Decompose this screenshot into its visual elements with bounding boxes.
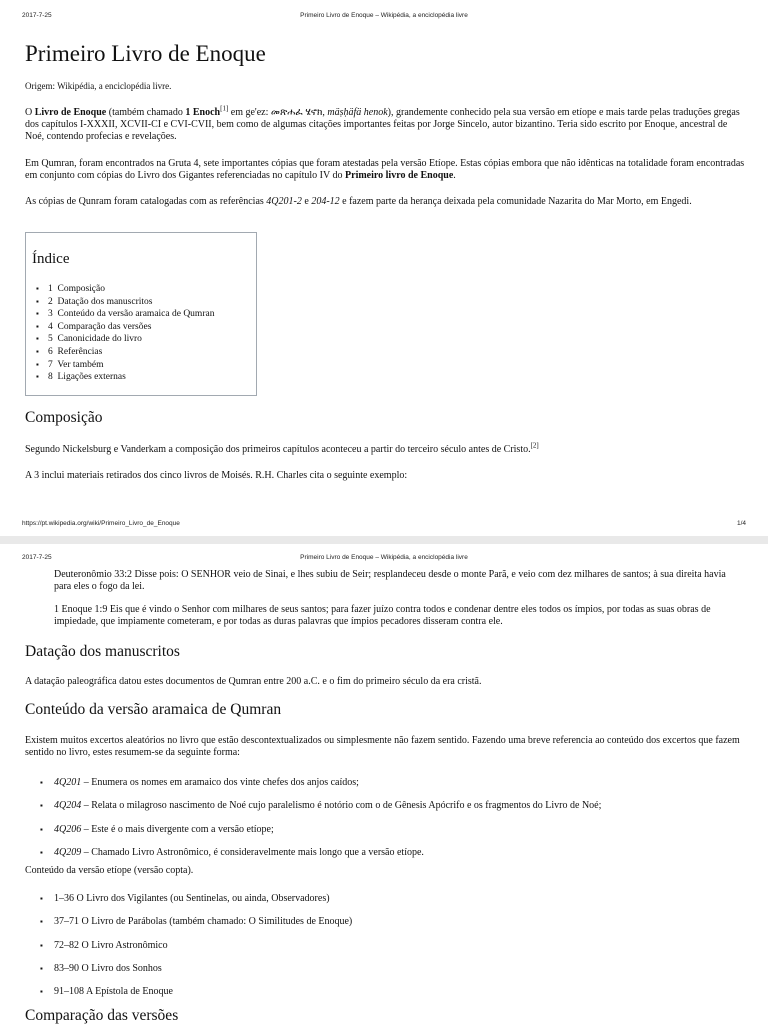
print-title-2: Primeiro Livro de Enoque – Wikipédia, a enciclopédia livre: [300, 554, 468, 561]
fragment-text: – Relata o milagroso nascimento de Noé cujo paralelismo é notório com o de Gênesis Apócrifo e os fragmentos do Livro de Noé;: [81, 800, 602, 812]
fragment-ref: 4Q209: [54, 846, 82, 858]
book-item: ▪ 91–108 A Epístola de Enoque: [25, 980, 745, 1003]
fragment-ref: 4Q204: [54, 800, 82, 812]
toc-number: 5: [48, 334, 53, 345]
book-item: ▪ 37–71 O Livro de Parábolas (também chamado: O Similitudes de Enoque): [25, 910, 745, 933]
page-title: Primeiro Livro de Enoque: [25, 41, 266, 66]
heading-composicao: Composição: [25, 409, 103, 426]
intro-paragraph-1: O Livro de Enoque (também chamado 1 Enoch[1] em ge'ez: መጽሐፈ ሄኖክ, mäṣḥäfä henok), grandemente conhecido pela sua versão em etíope e mais tarde pelas traduções gregas dos capítulos I-XXXII, XCVII-CI e CVI-CVII, bem como de algumas citações importantes feitas por Jorge Sincelo, autor bizantino. Teria sido escrito por Enoque, ancestral de Noé, contendo profecias e revelações.: [25, 104, 740, 142]
toc-item-4[interactable]: [48, 321, 214, 334]
book-item: ▪ 72–82 O Livro Astronômico: [25, 934, 745, 957]
fragment-text: – Enumera os nomes em aramaico dos vinte chefes dos anjos caídos;: [81, 777, 359, 788]
toc-item-8[interactable]: [48, 371, 214, 384]
quote-deuteronomio: Deuteronômio 33:2 Disse pois: O SENHOR veio de Sinai, e lhes subiu de Seir; resplandeceu desde o monte Parã, e veio com dez milhares de santos; à sua direita havia para eles o fogo da lei.: [54, 569, 726, 592]
conteudo-paragraph: Existem muitos excertos aleatórios no livro que estão descontextualizados ou simplesmente não fazem sentido. Fazendo uma breve referencia ao conteúdo dos excertos que fazem sentido no livro, estes resumem-se da seguinte forma:: [25, 735, 740, 758]
toc-number: 7: [48, 359, 53, 370]
composicao-paragraph-2: A 3 inclui materiais retirados dos cinco livros de Moisés. R.H. Charles cita o seguinte exemplo:: [25, 470, 408, 481]
toc-number: 6: [48, 346, 53, 357]
heading-datacao: Datação dos manuscritos: [25, 643, 180, 660]
fragment-text: – Este é o mais divergente com a versão etíope;: [81, 823, 274, 835]
print-date: 2017-7-25: [22, 12, 52, 19]
print-title: Primeiro Livro de Enoque – Wikipédia, a enciclopédia livre: [300, 12, 468, 19]
toc-item-6[interactable]: [48, 346, 214, 359]
intro-paragraph-2: Em Qumran, foram encontrados na Gruta 4, sete importantes cópias que foram atestadas pela versão Etíope. Estas cópias embora que não idênticas na totalidade foram encontradas em conjunto com cópias do Livro dos Gigantes referenciadas no capítulo IV do Primeiro livro de Enoque.: [25, 158, 745, 181]
toc-label[interactable]: Datação dos manuscritos: [57, 296, 153, 307]
toc-label[interactable]: Composição: [57, 284, 105, 294]
print-page-number: 1/4: [736, 520, 746, 527]
toc-label[interactable]: Ver também: [57, 359, 104, 370]
toc-item-3[interactable]: [48, 308, 214, 321]
origin-line: Origem: Wikipédia, a enciclopédia livre.: [25, 81, 172, 91]
fragment-text: – Chamado Livro Astronômico, é consideravelmente mais longo que a versão etíope.: [81, 846, 424, 858]
toc-number: 2: [48, 296, 53, 307]
book-name-link[interactable]: Livro de Enoque: [34, 107, 107, 118]
toc-label[interactable]: Referências: [57, 346, 103, 357]
fragment-item: [25, 818, 745, 841]
print-date-2: 2017-7-25: [22, 554, 52, 561]
toc-label[interactable]: Conteúdo da versão aramaica de Qumran: [57, 309, 215, 320]
toc-number: 4: [48, 321, 53, 332]
heading-comparacao: Comparação das versões: [25, 1007, 179, 1024]
toc-label[interactable]: Canonicidade do livro: [57, 334, 142, 345]
fragment-item: [25, 841, 745, 864]
table-of-contents: [25, 232, 257, 396]
toc-item-1[interactable]: [48, 283, 214, 296]
toc-item-7[interactable]: [48, 359, 214, 372]
fragment-ref: 4Q201: [54, 777, 82, 788]
toc-title: Índice: [32, 251, 70, 267]
toc-item-5[interactable]: [48, 333, 214, 346]
quote-enoque: 1 Enoque 1:9 Eis que é vindo o Senhor com milhares de seus santos; para fazer juízo contra todos e condenar dentre eles todos os ímpios, por todas as suas obras de impiedade, que impiamente cometeram, e por todas as duras palavras que ímpios pecadores disseram contra ele.: [54, 604, 711, 627]
intro-paragraph-3: As cópias de Qunram foram catalogadas com as referências 4Q201-2 e 204-12 e fazem parte da herança deixada pela comunidade Nazarita do Mar Morto, em Engedi.: [25, 196, 692, 207]
pdf-page-2: [0, 544, 768, 1024]
toc-label[interactable]: Ligações externas: [57, 372, 126, 383]
composicao-paragraph-1: Segundo Nickelsburg e Vanderkam a composição dos primeiros capítulos aconteceu a partir do terceiro século antes de Cristo.[2]: [25, 441, 539, 455]
fragments-list: [25, 771, 745, 864]
reference-1-link[interactable]: [1]: [220, 104, 229, 113]
toc-label[interactable]: Comparação das versões: [57, 321, 152, 332]
fragment-item: [25, 771, 745, 794]
datacao-paragraph: A datação paleográfica datou estes documentos de Qumran entre 200 a.C. e o fim do primeiro século da era cristã.: [25, 676, 482, 687]
fragment-ref: 4Q206: [54, 823, 82, 835]
book-item: ▪ 83–90 O Livro dos Sonhos: [25, 957, 745, 980]
heading-conteudo: Conteúdo da versão aramaica de Qumran: [25, 701, 282, 718]
toc-list: [48, 283, 214, 384]
primeiro-livro-link[interactable]: Primeiro livro de Enoque: [345, 170, 454, 181]
print-footer: [22, 520, 746, 527]
toc-number: 3: [48, 309, 53, 320]
print-url: https://pt.wikipedia.org/wiki/Primeiro_Livro_de_Enoque: [22, 520, 180, 527]
books-list: [25, 887, 745, 1003]
etiope-intro: Conteúdo da versão etíope (versão copta).: [25, 865, 194, 876]
fragment-item: [25, 794, 745, 817]
toc-number: 8: [48, 372, 53, 383]
toc-number: 1: [48, 284, 53, 294]
reference-2-link[interactable]: [2]: [530, 441, 539, 450]
book-item: ▪ 1–36 O Livro dos Vigilantes (ou Sentinelas, ou ainda, Observadores): [25, 887, 745, 910]
toc-item-2[interactable]: [48, 296, 214, 309]
